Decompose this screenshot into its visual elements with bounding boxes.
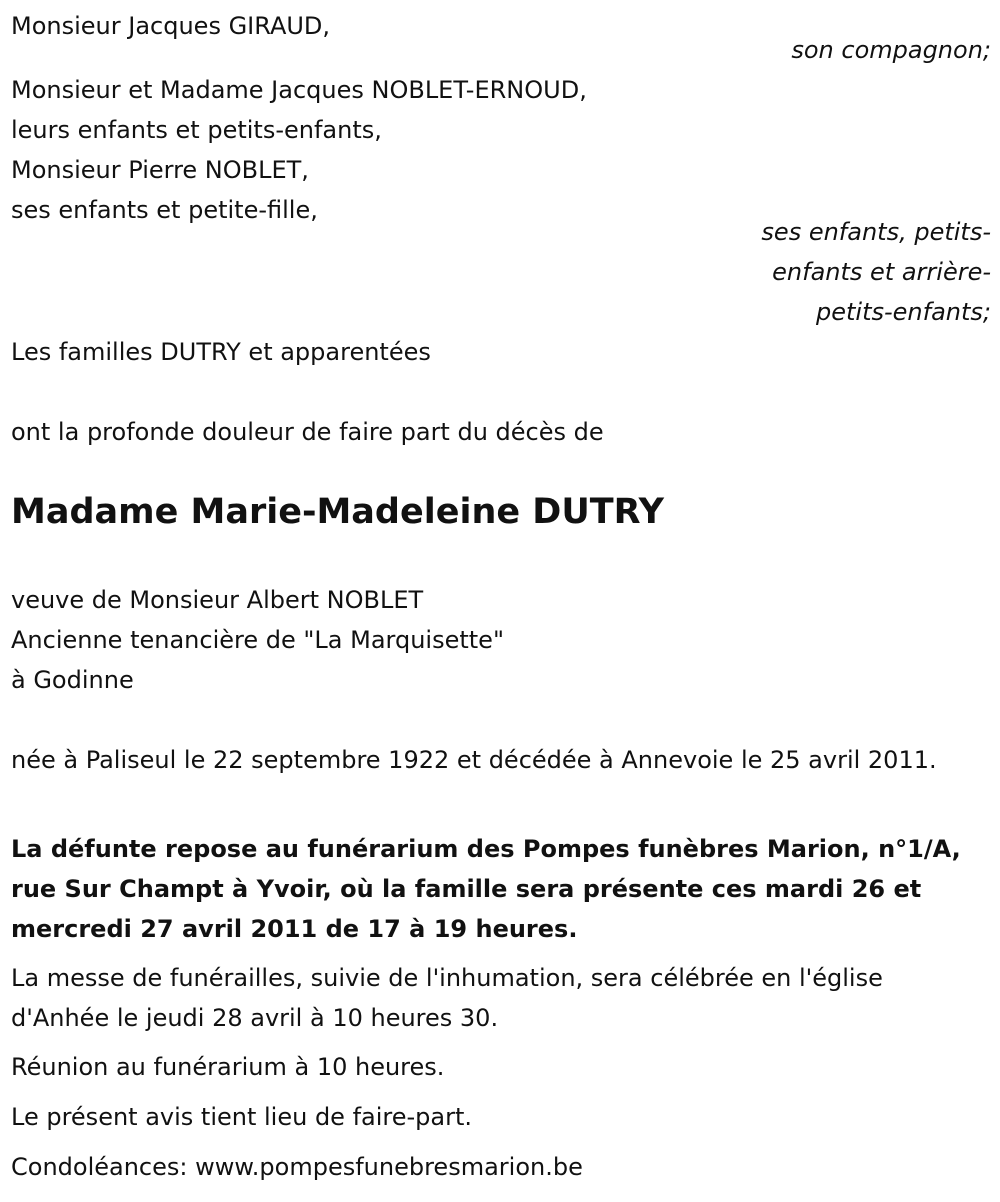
deceased-detail: veuve de Monsieur Albert NOBLET [11, 586, 424, 614]
companion-name: Monsieur Jacques GIRAUD, [11, 12, 331, 40]
deceased-name: Madame Marie-Madeleine DUTRY [11, 492, 665, 532]
children-relation-line: ses enfants, petits- [761, 218, 991, 246]
children-relation-line: petits-enfants; [816, 298, 991, 326]
family-line: Monsieur et Madame Jacques NOBLET-ERNOUD, [11, 76, 587, 104]
meeting-info: Réunion au funérarium à 10 heures. [11, 1053, 445, 1081]
repose-info: La défunte repose au funérarium des Pompes funèbres Marion, n°1/A, rue Sur Champt à Yvoir, où la famille sera présente ces mardi 26 et mercredi 27 avril 2011 de 17 à 19 heures. [11, 835, 961, 943]
family-line: ses enfants et petite-fille, [11, 196, 318, 224]
deceased-detail: à Godinne [11, 666, 134, 694]
deceased-detail: Ancienne tenancière de "La Marquisette" [11, 626, 504, 654]
announcement: ont la profonde douleur de faire part du décès de [11, 418, 604, 446]
companion-relation: son compagnon; [791, 36, 991, 64]
condolences-link[interactable]: Condoléances: www.pompesfunebresmarion.be [11, 1153, 583, 1181]
notice-text: Le présent avis tient lieu de faire-part. [11, 1103, 473, 1131]
family-line: leurs enfants et petits-enfants, [11, 116, 382, 144]
family-line: Monsieur Pierre NOBLET, [11, 156, 309, 184]
funeral-mass-info: La messe de funérailles, suivie de l'inhumation, sera célébrée en l'église d'Anhée le jeudi 28 avril à 10 heures 30. [11, 964, 883, 1032]
birth-death-dates: née à Paliseul le 22 septembre 1922 et décédée à Annevoie le 25 avril 2011. [11, 746, 937, 774]
children-relation-line: enfants et arrière- [772, 258, 991, 286]
relatives-line: Les familles DUTRY et apparentées [11, 338, 431, 366]
